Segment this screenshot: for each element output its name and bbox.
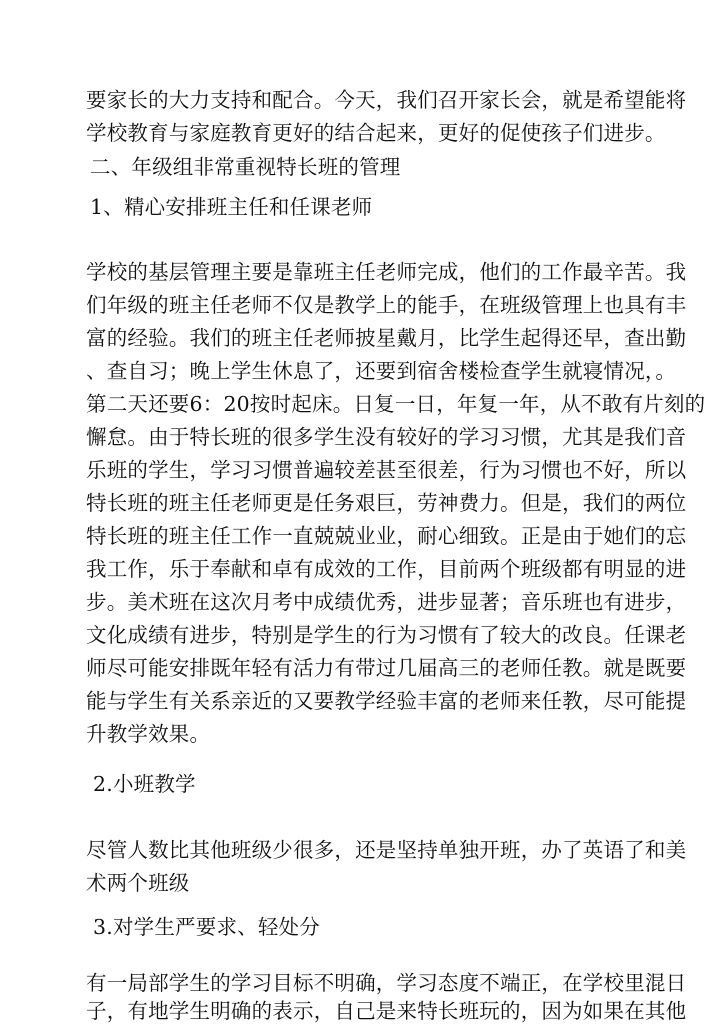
paragraph-line: 学校的基层管理主要是靠班主任老师完成，他们的工作最辛苦。我 <box>86 260 687 284</box>
paragraph-line: 懈怠。由于特长班的很多学生没有较好的学习习惯，尤其是我们音 <box>86 425 687 449</box>
paragraph-line: 第二天还要6：20按时起床。日复一日，年复一年，从不敢有片刻的 <box>86 392 706 416</box>
paragraph-line: 学校教育与家庭教育更好的结合起来，更好的促使孩子们进步。 <box>86 121 666 145</box>
section-heading: 二、年级组非常重视特长班的管理 <box>90 155 401 179</box>
paragraph-line: 、查自习；晚上学生休息了，还要到宿舍楼检查学生就寝情况，。 <box>86 359 677 383</box>
paragraph-line: 文化成绩有进步，特别是学生的行为习惯有了较大的改良。任课老 <box>86 623 687 647</box>
item-heading: 2.小班教学 <box>93 772 196 796</box>
paragraph-line: 升教学效果。 <box>86 722 211 746</box>
paragraph-line: 有一局部学生的学习目标不明确，学习态度不端正，在学校里混日 <box>86 971 687 995</box>
paragraph-line: 乐班的学生，学习习惯普遍较差甚至很差，行为习惯也不好，所以 <box>86 458 687 482</box>
paragraph-line: 步。美术班在这次月考中成绩优秀，进步显著；音乐班也有进步， <box>86 590 687 614</box>
paragraph-line: 富的经验。我们的班主任老师披星戴月，比学生起得还早，查出勤 <box>86 326 687 350</box>
paragraph-line: 特长班的班主任老师更是任务艰巨，劳神费力。但是，我们的两位 <box>86 491 687 515</box>
paragraph-line: 能与学生有关系亲近的又要教学经验丰富的老师来任教，尽可能提 <box>86 689 687 713</box>
paragraph-line: 我工作，乐于奉献和卓有成效的工作，目前两个班级都有明显的进 <box>86 557 687 581</box>
item-heading: 3.对学生严要求、轻处分 <box>93 915 320 939</box>
paragraph-line: 师尽可能安排既年轻有活力有带过几届高三的老师任教。就是既要 <box>86 656 687 680</box>
paragraph-line: 术两个班级 <box>86 871 190 895</box>
paragraph-line: 要家长的大力支持和配合。今天，我们召开家长会，就是希望能将 <box>86 88 687 112</box>
paragraph-line: 们年级的班主任老师不仅是教学上的能手，在班级管理上也具有丰 <box>86 293 687 317</box>
paragraph-line: 特长班的班主任工作一直兢兢业业，耐心细致。正是由于她们的忘 <box>86 524 687 548</box>
paragraph-line: 尽管人数比其他班级少很多，还是坚持单独开班，办了英语了和美 <box>86 838 687 862</box>
paragraph-line: 子，有地学生明确的表示，自己是来特长班玩的，因为如果在其他 <box>86 999 687 1023</box>
item-heading: 1、精心安排班主任和任课老师 <box>90 195 373 219</box>
